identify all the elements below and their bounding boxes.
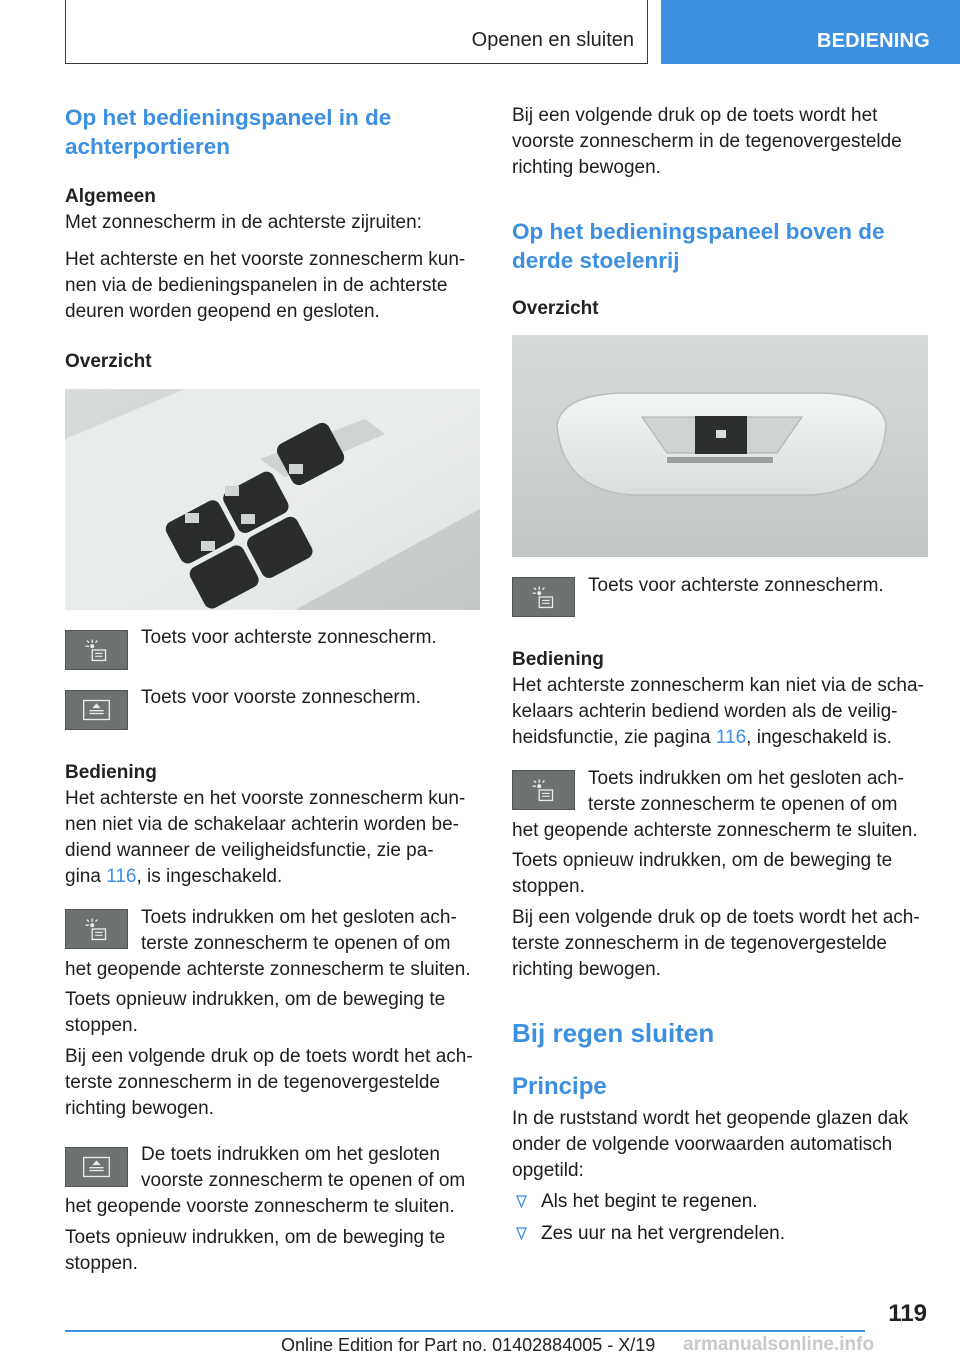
section-heading-roof-panel: Op het bedieningspaneel boven de derde stoelenrij	[512, 219, 885, 273]
paragraph: Het achterste en het voorste zonnescherm kun- nen via de bedieningspanelen in de achterste deuren worden geopend en gesloten.	[65, 249, 466, 322]
subheading-operation: Bediening	[512, 649, 604, 670]
key-label: Toets voor achterste zonnescherm.	[588, 575, 884, 596]
key-label: Toets voor achterste zonnescherm.	[141, 627, 437, 648]
watermark: armanualsonline.info	[683, 1334, 875, 1355]
footer-edition: Online Edition for Part no. 01402884005 - X/19	[281, 1335, 656, 1355]
rear-sunblind-key-icon	[512, 577, 575, 617]
key-description: Toets indrukken om het gesloten ach- terste zonnescherm te openen of om	[588, 768, 904, 815]
section-heading-door-panel: Op het bedieningspaneel in de achterportieren	[65, 105, 392, 159]
subheading-overview: Overzicht	[512, 298, 599, 319]
paragraph: Bij een volgende druk op de toets wordt het voorste zonnescherm in de tegenovergestelde richting bewogen.	[512, 105, 902, 178]
paragraph: het geopende achterste zonnescherm te sluiten.	[512, 820, 918, 841]
triangle-bullet-icon	[516, 1195, 527, 1208]
section-heading-rain-close: Bij regen sluiten	[512, 1018, 715, 1048]
page-number: 119	[888, 1300, 927, 1327]
subheading-overview: Overzicht	[65, 351, 152, 372]
page-link[interactable]: 116	[715, 727, 747, 748]
chapter-tab-label: BEDIENING	[817, 30, 930, 52]
rear-sunblind-key-icon	[65, 630, 128, 670]
paragraph: Bij een volgende druk op de toets wordt het ach- terste zonnescherm in de tegenovergestelde richting bewogen.	[512, 907, 920, 980]
paragraph: Met zonnescherm in de achterste zijruiten:	[65, 212, 422, 233]
footer-rule	[65, 1330, 865, 1332]
door-switch-photo	[65, 389, 480, 610]
chapter-tab[interactable]	[661, 0, 960, 64]
subheading-general: Algemeen	[65, 186, 156, 207]
front-sunblind-key-icon	[65, 1147, 128, 1187]
paragraph: het geopende voorste zonnescherm te sluiten.	[65, 1196, 455, 1217]
front-sunblind-key-icon	[65, 690, 128, 730]
subheading-operation: Bediening	[65, 762, 157, 783]
paragraph: Bij een volgende druk op de toets wordt het ach- terste zonnescherm in de tegenovergestelde richting bewogen.	[65, 1046, 473, 1119]
roof-switch-photo	[512, 335, 928, 557]
paragraph: het geopende achterste zonnescherm te sluiten.	[65, 959, 471, 980]
paragraph: In de ruststand wordt het geopende glazen dak onder de volgende voorwaarden automatisch opgetild:	[512, 1108, 909, 1181]
paragraph: Het achterste zonnescherm kan niet via de scha- kelaars achterin bediend worden als de veilig- heidsfunctie, zie pagina 116, ingeschakeld is.	[512, 675, 924, 748]
page-link[interactable]: 116	[106, 866, 137, 887]
key-description: Toets indrukken om het gesloten ach- terste zonnescherm te openen of om	[141, 907, 457, 954]
paragraph: Toets opnieuw indrukken, om de beweging te stoppen.	[512, 850, 893, 897]
rear-sunblind-key-icon	[65, 909, 128, 949]
paragraph: Het achterste en het voorste zonnescherm kun- nen niet via de schakelaar achterin worden be- diend wanneer de veiligheidsfunctie, zie pa- gina 116, is ingeschakeld.	[65, 788, 466, 887]
key-label: Toets voor voorste zonnescherm.	[141, 687, 421, 708]
key-description: De toets indrukken om het gesloten voorste zonnescherm te openen of om	[141, 1144, 466, 1191]
triangle-bullet-icon	[516, 1227, 527, 1240]
rear-sunblind-key-icon	[512, 770, 575, 810]
subheading-principle: Principe	[512, 1073, 607, 1100]
paragraph: Toets opnieuw indrukken, om de beweging te stoppen.	[65, 989, 446, 1036]
section-title: Openen en sluiten	[471, 29, 634, 51]
paragraph: Toets opnieuw indrukken, om de beweging te stoppen.	[65, 1227, 446, 1274]
